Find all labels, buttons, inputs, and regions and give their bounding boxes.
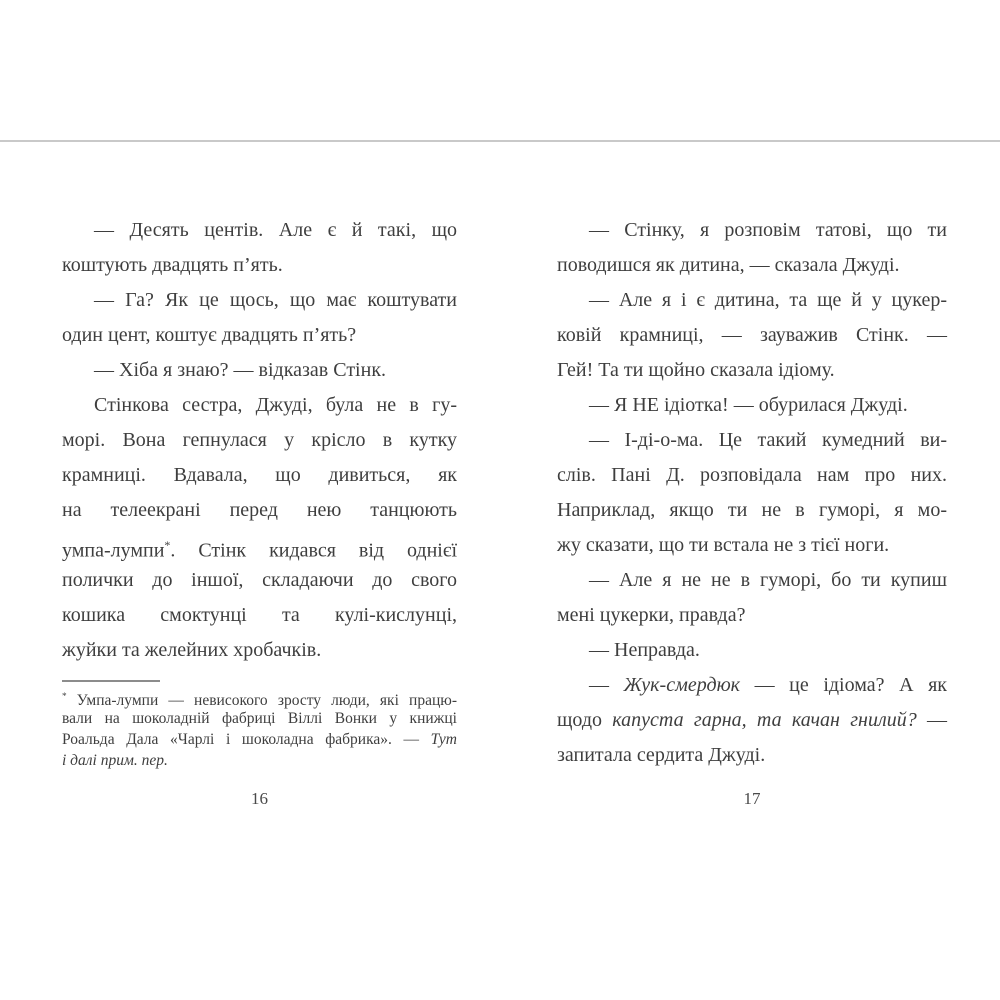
text-segment: Тут: [430, 731, 457, 748]
text-line: [62, 318, 457, 353]
text-line: [62, 633, 457, 668]
text-segment: на телеекрані перед нею танцюють: [62, 499, 457, 521]
text-segment: запитала сердита Джуді.: [557, 744, 766, 766]
text-line: [62, 687, 457, 708]
text-segment: *: [164, 538, 171, 552]
text-line: [557, 598, 947, 633]
text-segment: слів. Пані Д. розповідала нам про них.: [557, 464, 947, 486]
text-segment: — Стінку, я розповім татові, що ти: [589, 219, 947, 241]
text-line: [557, 248, 947, 283]
text-line: [557, 318, 947, 353]
text-segment: капуста гарна, та качан гнилий?: [612, 709, 917, 731]
text-segment: коштують двадцять п’ять.: [62, 254, 283, 276]
page-right-text: [557, 213, 947, 773]
text-line: [62, 353, 457, 388]
text-segment: — Хіба я знаю? — відказав Стінк.: [94, 359, 387, 381]
text-segment: мені цукерки, правда?: [557, 604, 746, 626]
footnote: [62, 687, 457, 771]
text-line: [62, 598, 457, 633]
text-segment: . Стінк кидався від однієї: [170, 539, 457, 562]
text-line: [557, 633, 947, 668]
text-line: [557, 283, 947, 318]
text-segment: ковій крамниці, — зауважив Стінк. —: [557, 324, 947, 346]
text-line: [62, 528, 457, 563]
text-line: [557, 388, 947, 423]
text-line: [557, 703, 947, 738]
text-segment: Роальда Дала «Чарлі і шоколадна фабрика». —: [62, 731, 431, 748]
text-segment: крамниці. Вдавала, що дивиться, як: [62, 464, 457, 486]
text-line: [62, 458, 457, 493]
text-line: [62, 750, 457, 771]
text-segment: поводишся як дитина, — сказала Джуді.: [557, 254, 900, 276]
text-segment: морі. Вона гепнулася у крісло в кутку: [62, 429, 457, 451]
page-number-left: 16: [251, 789, 268, 808]
text-line: [557, 563, 947, 598]
text-segment: — Але я і є дитина, та ще й у цукер-: [589, 289, 947, 311]
text-line: [62, 563, 457, 598]
text-segment: *: [62, 692, 67, 702]
text-segment: Жук-смердюк: [623, 674, 741, 696]
text-segment: Умпа-лумпи — невисокого зросту люди, які працю-: [66, 692, 457, 710]
text-segment: і далі прим. пер.: [62, 752, 168, 769]
text-line: [62, 388, 457, 423]
text-segment: — Га? Як це щось, що має коштувати: [94, 289, 457, 311]
text-line: [62, 283, 457, 318]
text-line: [62, 248, 457, 283]
text-line: [557, 213, 947, 248]
text-line: [557, 423, 947, 458]
text-line: [557, 458, 947, 493]
text-segment: — Я НЕ ідіотка! — обурилася Джуді.: [589, 394, 908, 416]
text-segment: — І-ді-о-ма. Це такий кумедний ви-: [589, 429, 947, 451]
text-line: [557, 528, 947, 563]
text-line: [557, 353, 947, 388]
text-segment: — Десять центів. Але є й такі, що: [94, 219, 457, 241]
text-line: [62, 708, 457, 729]
text-segment: кошика смоктунці та кулі-кислунці,: [62, 604, 457, 626]
text-segment: жу сказати, що ти встала не з тієї ноги.: [557, 534, 890, 556]
page-right: [500, 0, 1000, 1000]
text-segment: — це ідіома? А як: [740, 674, 948, 696]
text-segment: умпа-лумпи: [62, 539, 165, 562]
text-segment: Гей! Та ти щойно сказала ідіому.: [557, 359, 835, 381]
text-segment: — Але я не не в гуморі, бо ти купиш: [589, 569, 947, 591]
text-line: [62, 729, 457, 750]
page-left-text: [62, 213, 457, 668]
text-segment: вали на шоколадній фабриці Віллі Вонки у книжці: [62, 710, 457, 727]
text-segment: жуйки та желейних хробачків.: [62, 639, 322, 661]
text-segment: один цент, коштує двадцять п’ять?: [62, 324, 357, 346]
text-segment: Наприклад, якщо ти не в гуморі, я мо-: [557, 499, 947, 521]
text-line: [557, 738, 947, 773]
page-number-right: 17: [743, 789, 761, 808]
text-segment: щодо: [557, 709, 613, 731]
text-line: [62, 423, 457, 458]
text-line: [62, 493, 457, 528]
text-segment: Стінкова сестра, Джуді, була не в гу-: [94, 394, 457, 416]
text-line: [62, 213, 457, 248]
text-segment: — Неправда.: [589, 639, 700, 661]
text-segment: —: [589, 674, 624, 696]
footnote-divider: [62, 680, 160, 682]
text-segment: полички до іншої, складаючи до свого: [62, 569, 457, 591]
text-line: [557, 493, 947, 528]
text-segment: —: [916, 709, 947, 731]
text-line: [557, 668, 947, 703]
